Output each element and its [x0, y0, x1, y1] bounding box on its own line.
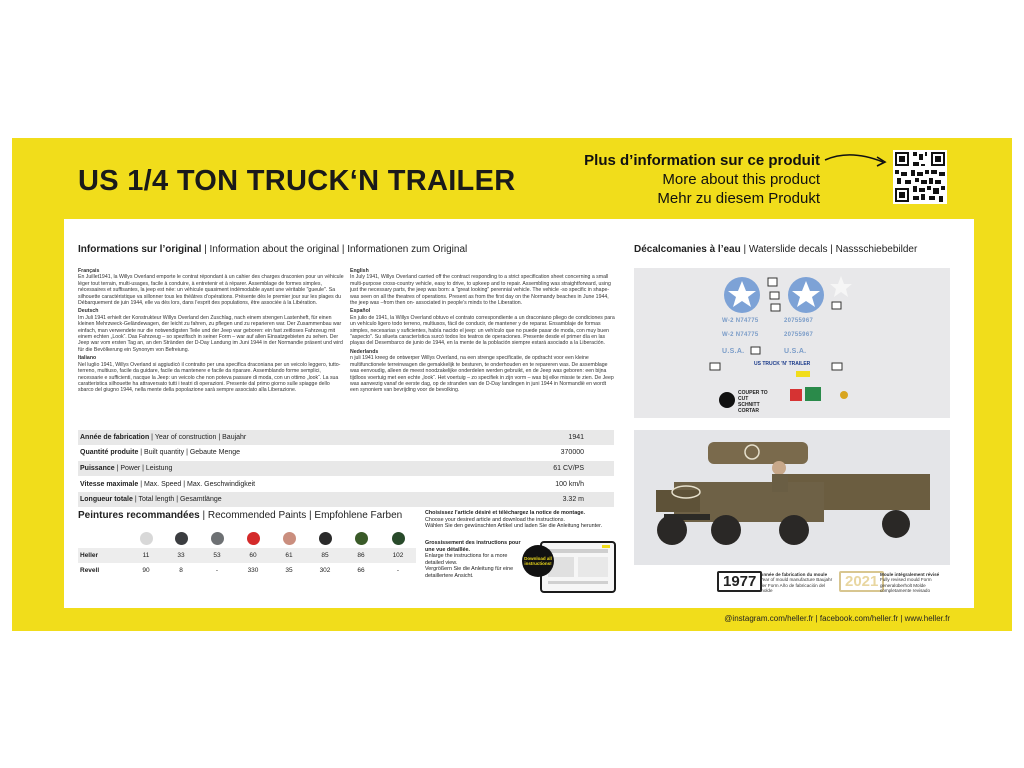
decal-serial: 20755967	[784, 318, 814, 324]
mould-year-label: Année de fabrication du moule Year of mould manufacture Baujahr der Form Año de fabricación del molde	[760, 572, 833, 594]
model-photo	[634, 430, 950, 565]
decal-usa: U.S.A.	[722, 348, 745, 355]
decal-serial: W-2 N74775	[722, 332, 759, 338]
table-row: Année de fabrication | Year of construction | Baujahr 1941	[78, 430, 614, 446]
revell-code: 66	[357, 567, 365, 574]
mould-year-badge: 1977	[717, 571, 762, 592]
heller-label: Heller	[80, 552, 99, 559]
decal-usa: U.S.A.	[784, 348, 807, 355]
paint-swatch	[283, 532, 296, 545]
paint-swatch	[140, 532, 153, 545]
paint-swatch	[355, 532, 368, 545]
table-row: Vitesse maximale | Max. Speed | Max. Geschwindigkeit 100 km/h	[78, 477, 614, 493]
social-links[interactable]: @instagram.com/heller.fr | facebook.com/heller.fr | www.heller.fr	[724, 614, 950, 623]
table-row: Puissance | Power | Leistung 61 CV/PS	[78, 461, 614, 477]
paints-title: Peintures recommandées | Recommended Paints | Empfohlene Farben	[78, 510, 403, 521]
more-info-block	[560, 151, 820, 208]
heller-code: 61	[285, 552, 293, 559]
specs-table	[78, 430, 614, 508]
info-section-title: Informations sur l’original | Information about the original | Informationen zum Original	[78, 244, 468, 255]
decal-sheet-icon	[634, 268, 950, 418]
couper-label: COUPER TO CUT SCHNITT CORTAR	[738, 390, 768, 414]
heller-code: 85	[321, 552, 329, 559]
enlarge-instructions-text: Grossissement des instructions pour une vue détaillée. Enlarge the instructions for a more detailed view. Vergrößern Sie die Anleitung für eine detaillertere Ansicht.	[425, 540, 521, 579]
revell-label: Revell	[80, 567, 100, 574]
revell-code: 302	[319, 567, 331, 574]
download-instructions-text: Choisissez l’article désiré et téléchargez la notice de montage. Choose your desired article and download the instructions. Wählen Sie den gewünschten Artikel und laden Sie die Anleitung herunter.	[425, 510, 603, 530]
revell-code: 8	[179, 567, 183, 574]
qr-code-icon[interactable]	[893, 150, 947, 204]
decal-serial: 20755967	[784, 332, 814, 338]
revised-year-badge: 2021	[839, 571, 884, 592]
decal-sheet	[634, 268, 950, 418]
decals-section-title: Décalcomanies à l’eau | Waterslide decals | Nassschiebebilder	[634, 244, 918, 255]
paint-swatch	[175, 532, 188, 545]
download-badge[interactable]: Download all instructions!	[522, 545, 554, 577]
paint-swatch	[211, 532, 224, 545]
revell-code: 330	[247, 567, 259, 574]
page-title: US 1/4 TON TRUCK‘N TRAILER	[78, 165, 516, 197]
more-info-fr: Plus d’information sur ce produit	[584, 152, 820, 169]
heller-code: 102	[392, 552, 404, 559]
revell-code: -	[215, 567, 219, 574]
info-column-left: Français En Juillet1941, la Willys Overland emporte le contrat répondant à un cahier des charges draconien pour un véhicule léger tout terrain, multi-usages, facile à conduire, à entretenir et à réparer. Assemblage de formes simples, nécessaires et suffisantes, la jeep est née: un véhicule quasiment indémodable ayant une véritable "gueule". Sa silhouette caractéristique va sillonner tous les théâtres d’opérations. Présente dès le premier jour sur les plages du Débarquement de juin 1944, elle va dès lors, dans l’esprit des populations, être associée à la Libération. Deutsch Im Juli 1941 erhielt der Konstrukteur Willys Overland den Zuschlag, nach einem strengen Lastenheft, für einen kleinen Mehrzweck-Geländewagen, der leicht zu fahren, zu pflegen und zu reparieren war. Der Zusammenbau war einfach, man verwendete nur die notwendigsten Teile und der Jeep war geboren: ein fast zeitloses Fahrzeug mit einem echten „Look“. Das Fahrzeug – so spezifisch in seiner Form – war auf allen Einsatzgebieten zu sehen. Der Jeep war vom ersten Tag an, an den Stränden der D-Day Landung im Juni 1944 in der Normandie präsent und wird für die Bevölkerung ein Synonym von Befreiung. Italiano Nel luglio 1941, Willys Overland si aggiudicò il contratto per una specifica draconiana per un veicolo leggero, tutto-terreno, multiuso, facile da guidare, facile da mantenere e facile da riparare. Assemblando forme semplici, necessarie e sufficienti, nacque la Jeep: un veicolo che non poteva passare di moda, con un ottimo „look“. La sua caratteristica silhouette ha attraversato tutti i teatri di operazioni. Presente dal primo giorno sulle spiagge dello sbarco del giugno 1944, nella mente della popolazione sarà sempre associato alla Liberazione.	[78, 268, 344, 394]
paint-swatch	[319, 532, 332, 545]
jeep-trailer-icon	[634, 430, 950, 565]
revell-code: -	[396, 567, 400, 574]
decal-trailer-label: US TRUCK 'N' TRAILER	[754, 361, 811, 367]
revised-year-label: Moule intégralement révisé Fully revised mould Form generalüberholt Molde completamente revisado	[880, 572, 940, 594]
table-row: Longueur totale | Total length | Gesamtlänge 3.32 m	[78, 492, 614, 508]
table-row: Quantité produite | Built quantity | Gebaute Menge 370000	[78, 446, 614, 462]
table-row	[78, 563, 416, 578]
paint-swatch	[392, 532, 405, 545]
revell-code: 35	[285, 567, 293, 574]
more-info-de: Mehr zu diesem Produkt	[657, 190, 820, 207]
info-column-right: English In July 1941, Willys Overland carried off the contract responding to a strict specification sheet concerning a small multi-purpose cross-country vehicle, easy to drive, to upkeep and to repair. Assembling was straightforward, using just the necessary parts, the jeep was born: a "great looking" perennial vehicle. The vehicle -so specific in shape- was seen on all the theatres of operations. Present as from the first day on the Normandy beaches in June 1944, the jeep was –from then on- associated in people’s minds to the Liberation. Español En julio de 1941, la Willys Overland obtuvo el contrato correspondiente a un draconiano pliego de condiciones para un vehículo ligero todo terreno, multiusos, fácil de conducir, de mantener y de reparar. Ensamblaje de formas simples, necesarias y suficientes, había nacido el jeep: un vehículo que no puede pasar de moda, con muy buen "aspecto". Su silueta característica surcó todos los teatros de operaciones. Presente desde el primer día en las playas del Desembarco de junio de 1944, en la mente de la población siempre estará asociado a la Liberación. Nederlands n juli 1941 kreeg de ontwerper Willys Overland, na een strenge specificatie, de opdracht voor een kleine multifunctionele terreinwagen die gemakkelijk te besturen, te onderhouden en te repareren was. De assemblage was eenvoudig, alleen de meest noodzakelijke onderdelen werden gebruikt, en de Jeep was geboren: een bijna tijdloos voertuig met een echte „look“. Het voertuig – zo specifiek in zijn vorm – was bij elke missie te zien. De Jeep was aanwezig vanaf de eerste dag, op de stranden van de D-Day landingen in juni 1944 in Normandië en wordt een synoniem van bevrijding voor de bevolking.	[350, 268, 615, 394]
paint-swatch	[247, 532, 260, 545]
more-info-en: More about this product	[662, 171, 820, 188]
heller-code: 53	[213, 552, 221, 559]
table-row	[78, 548, 416, 563]
heller-code: 86	[357, 552, 365, 559]
revell-code: 90	[142, 567, 150, 574]
arrow-icon	[823, 150, 889, 172]
decal-serial: W-2 N74775	[722, 318, 759, 324]
heller-code: 33	[177, 552, 185, 559]
heller-code: 11	[142, 552, 150, 559]
heller-code: 60	[249, 552, 257, 559]
